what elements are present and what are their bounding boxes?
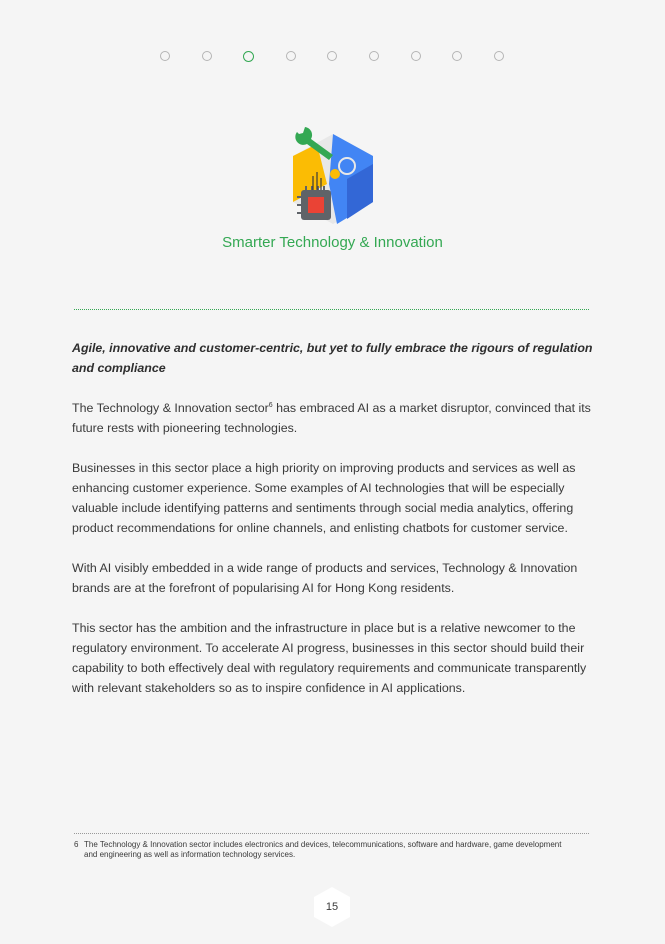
pager-dot[interactable] [286,51,296,61]
paragraph: This sector has the ambition and the infrastructure in place but is a relative newcomer to the regulatory environment. To accelerate AI progress, businesses in this sector should build their capability to both effectively deal with regulatory requirements and communicate transparently with relevant stakeholders so as to inspire confidence in AI applications. [72,621,587,695]
page-indicator [160,51,535,62]
section-divider [74,309,589,310]
tech-innovation-hex-icon [287,124,379,234]
footnote-number: 6 [74,840,79,849]
pager-dot[interactable] [327,51,337,61]
paragraph-text: has embraced AI as a market disruptor, convinced that its future rests with pioneering technologies. [72,401,591,435]
page-number: 15 [325,901,339,913]
lead-paragraph: Agile, innovative and customer-centric, but yet to fully embrace the rigours of regulation and compliance [72,341,593,375]
pager-dot[interactable] [494,51,504,61]
paragraph [72,398,594,438]
pager-dot-active[interactable] [243,51,254,62]
footnote-ref[interactable]: 6 [268,402,273,409]
footnote-divider [74,833,589,834]
pager-dot[interactable] [160,51,170,61]
pager-dot[interactable] [369,51,379,61]
pager-dot[interactable] [452,51,462,61]
section-title: Smarter Technology & Innovation [222,234,443,251]
footnote-text: The Technology & Innovation sector includes electronics and devices, telecommunications, software and hardware, game development and engineering as well as information technology services. [84,840,562,859]
body-text [72,338,594,718]
pager-dot[interactable] [202,51,212,61]
paragraph: Businesses in this sector place a high priority on improving products and services as well as enhancing customer experience. Some examples of AI technologies that will be especially valuable include identifying patterns and sentiments through social media analytics, offering product recommendations for online channels, and enlisting chatbots for customer service. [72,461,576,535]
pager-dot[interactable] [411,51,421,61]
footnote [74,840,574,860]
paragraph-text: The Technology & Innovation sector [72,401,269,415]
paragraph: With AI visibly embedded in a wide range of products and services, Technology & Innovation brands are at the forefront of popularising AI for Hong Kong residents. [72,561,578,595]
